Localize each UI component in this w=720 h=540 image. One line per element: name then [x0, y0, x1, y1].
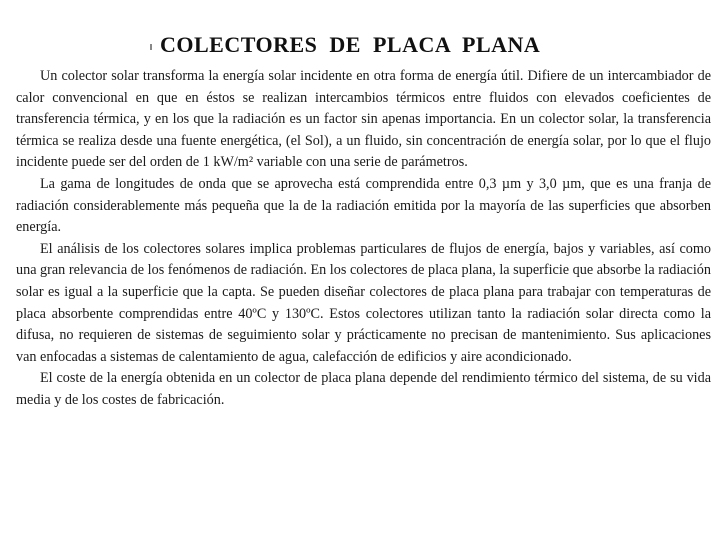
page-title: COLECTORES DE PLACA PLANA [160, 32, 541, 57]
title-mark [150, 44, 152, 50]
paragraph-3: El análisis de los colectores solares implica problemas particulares de flujos de energía, bajos y variables, así como una gran relevancia de los fenómenos de radiación. En los colectores de placa plana, la superficie que absorbe la radiación solar es igual a la superficie que la capta. Se pueden diseñar colectores de placa plana para trabajar con temperaturas de placa absorbente comprendidas entre 40ºC y 130ºC. Estos colectores utilizan tanto la radiación solar directa como la difusa, no requieren de sistemas de seguimiento solar y prácticamente no precisan de mantenimiento. Sus aplicaciones van enfocadas a sistemas de calentamiento de agua, calefacción de edificios y aire acondicionado. [16, 240, 711, 365]
paragraph-2: La gama de longitudes de onda que se aprovecha está comprendida entre 0,3 µm y 3,0 µm, que es una franja de radiación considerablemente más pequeña que la de la radiación emitida por la mayoría de las superficies que absorben energía. [16, 175, 711, 236]
paragraph-4: El coste de la energía obtenida en un colector de placa plana depende del rendimiento térmico del sistema, de su vida media y de los costes de fabricación. [16, 370, 711, 408]
paragraph-1: Un colector solar transforma la energía solar incidente en otra forma de energía útil. Difiere de un intercambiador de calor convencional en que en éstos se realizan intercambios térmicos entre fluidos con elevados coeficientes de transferencia térmica, y en los que la radiación es un factor sin apenas importancia. En un colector solar, la transferencia térmica se realiza desde una fuente energética, (el Sol), a un fluido, sin concentración de energía solar, por lo que el flujo incidente puede ser del orden de 1 kW/m² variable con una serie de parámetros. [16, 68, 711, 171]
document-body [16, 66, 711, 412]
